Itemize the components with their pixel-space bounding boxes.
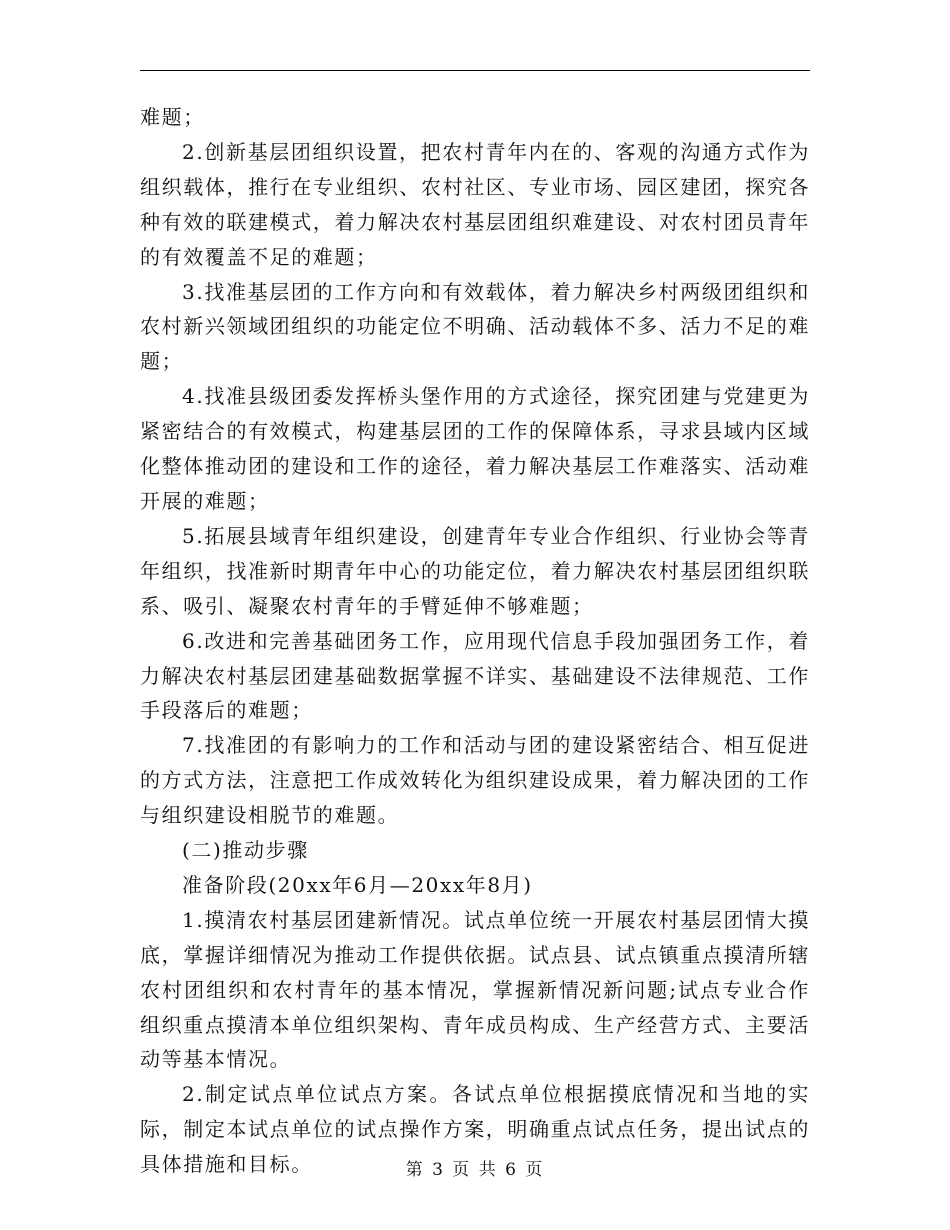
paragraph: 7.找准团的有影响力的工作和活动与团的建设紧密结合、相互促进的方式方法，注意把工作成效转化为组织建设成果，着力解决团的工作与组织建设相脱节的难题。 <box>140 733 810 828</box>
paragraph: 2.创新基层团组织设置，把农村青年内在的、客观的沟通方式作为组织载体，推行在专业组织、农村社区、专业市场、园区建团，探究各种有效的联建模式，着力解决农村基层团组织难建设、对农村团员青年的有效覆盖不足的难题； <box>140 139 810 269</box>
paragraph: 2.制定试点单位试点方案。各试点单位根据摸底情况和当地的实际，制定本试点单位的试点操作方案，明确重点试点任务，提出试点的具体措施和目标。 <box>140 1082 810 1177</box>
body-text <box>140 100 810 1182</box>
phase-heading: 准备阶段(20xx年6月—20xx年8月) <box>182 872 533 897</box>
page-number-footer: 第 3 页 共 6 页 <box>405 1160 545 1180</box>
paragraph: 5.拓展县域青年组织建设，创建青年专业合作组织、行业协会等青年组织，找准新时期青年中心的功能定位，着力解决农村基层团组织联系、吸引、凝聚农村青年的手臂延伸不够难题； <box>140 523 810 618</box>
paragraph: 难题； <box>140 105 205 129</box>
paragraph: 6.改进和完善基础团务工作，应用现代信息手段加强团务工作，着力解决农村基层团建基础数据掌握不详实、基础建设不法律规范、工作手段落后的难题； <box>140 628 810 723</box>
section-heading: (二)推动步骤 <box>182 838 309 863</box>
paragraph: 4.找准县级团委发挥桥头堡作用的方式途径，探究团建与党建更为紧密结合的有效模式，构建基层团的工作的保障体系，寻求县域内区域化整体推动团的建设和工作的途径，着力解决基层工作难落实、活动难开展的难题； <box>140 384 810 513</box>
header-rule <box>140 70 810 71</box>
paragraph: 1.摸清农村基层团建新情况。试点单位统一开展农村基层团情大摸底，掌握详细情况为推动工作提供依据。试点县、试点镇重点摸清所辖农村团组织和农村青年的基本情况，掌握新情况新问题;试点专业合作组织重点摸清本单位组织架构、青年成员构成、生产经营方式、主要活动等基本情况。 <box>140 907 810 1072</box>
paragraph: 3.找准基层团的工作方向和有效载体，着力解决乡村两级团组织和农村新兴领域团组织的功能定位不明确、活动载体不多、活力不足的难题； <box>140 279 810 374</box>
